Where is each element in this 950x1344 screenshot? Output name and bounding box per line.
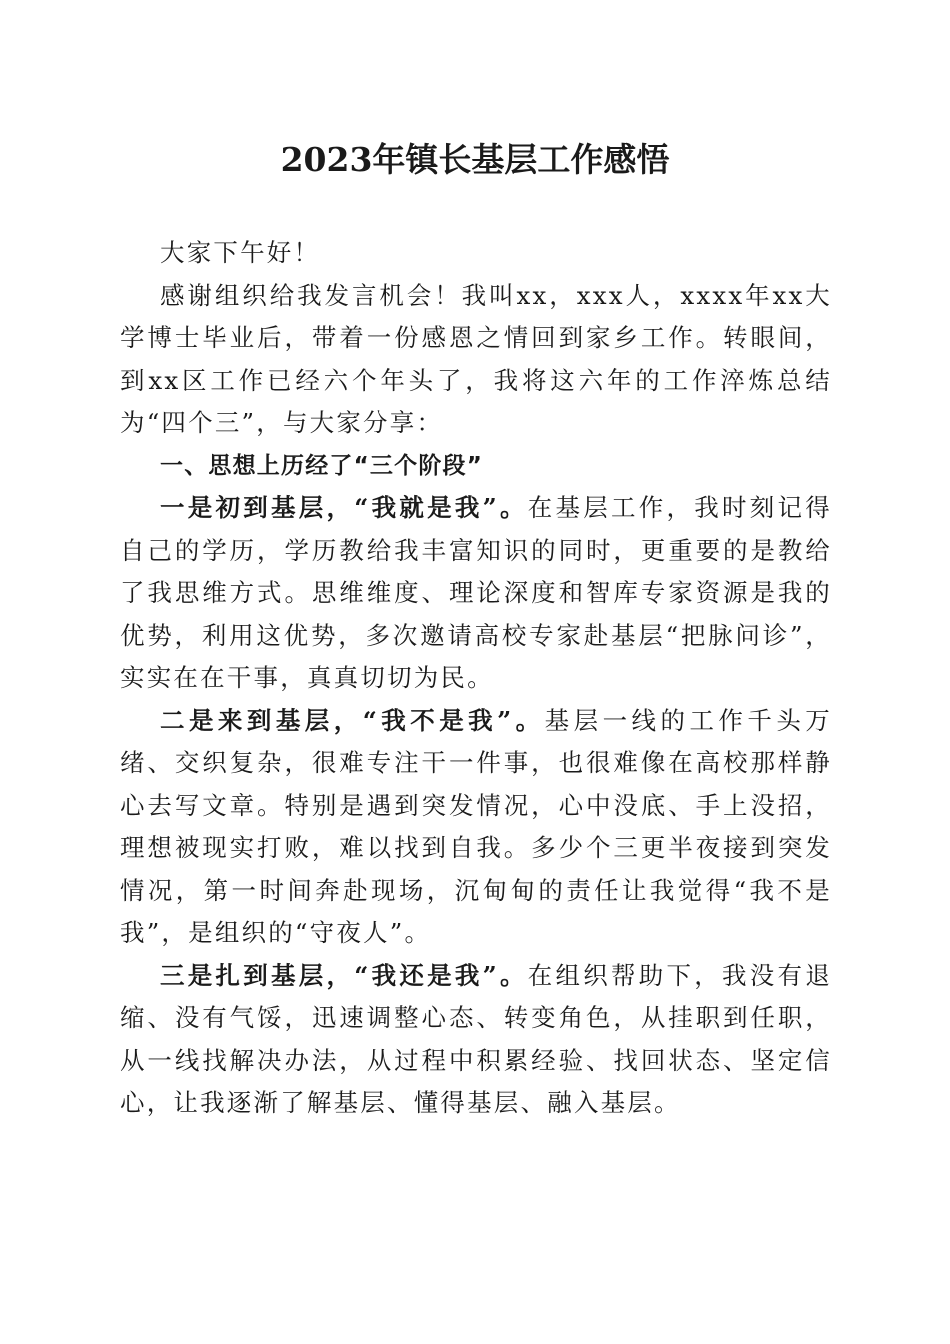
stage-paragraph-1 xyxy=(120,487,832,700)
stage-paragraph-3 xyxy=(120,955,832,1125)
greeting-paragraph: 大家下午好！ xyxy=(160,238,321,267)
stage-text-1: 在基层工作，我时刻记得自己的学历，学历教给我丰富知识的同时，更重要的是教给了我思维方式。思维维度、理论深度和智库专家资源是我的优势，利用这优势，多次邀请高校专家赴基层“把脉问诊”，实实在在干事，真真切切为民。 xyxy=(120,493,832,692)
stage-paragraph-2 xyxy=(120,700,832,955)
intro-paragraph: 感谢组织给我发言机会！我叫xx，xxx人，xxxx年xx大学博士毕业后，带着一份感恩之情回到家乡工作。转眼间，到xx区工作已经六个年头了，我将这六年的工作淬炼总结为“四个三”，与大家分享： xyxy=(120,280,832,437)
stage-lead-1: 一是初到基层，“我就是我”。 xyxy=(160,493,528,522)
document-body xyxy=(120,232,832,1125)
stage-text-2: 基层一线的工作千头万绪、交织复杂，很难专注干一件事，也很难像在高校那样静心去写文章。特别是遇到突发情况，心中没底、手上没招，理想被现实打败，难以找到自我。多少个三更半夜接到突发情况，第一时间奔赴现场，沉甸甸的责任让我觉得“我不是我”，是组织的“守夜人”。 xyxy=(120,705,833,947)
stage-lead-2: 二是来到基层，“我不是我”。 xyxy=(160,705,545,735)
stage-text-3: 在组织帮助下，我没有退缩、没有气馁，迅速调整心态、转变角色，从挂职到任职，从一线找解决办法，从过程中积累经验、找回状态、坚定信心，让我逐渐了解基层、懂得基层、融入基层。 xyxy=(120,960,832,1117)
stage-lead-3: 三是扎到基层，“我还是我”。 xyxy=(160,960,528,990)
section-heading: 一、思想上历经了“三个阶段” xyxy=(160,452,484,479)
document-title: 2023年镇长基层工作感悟 xyxy=(280,140,670,179)
